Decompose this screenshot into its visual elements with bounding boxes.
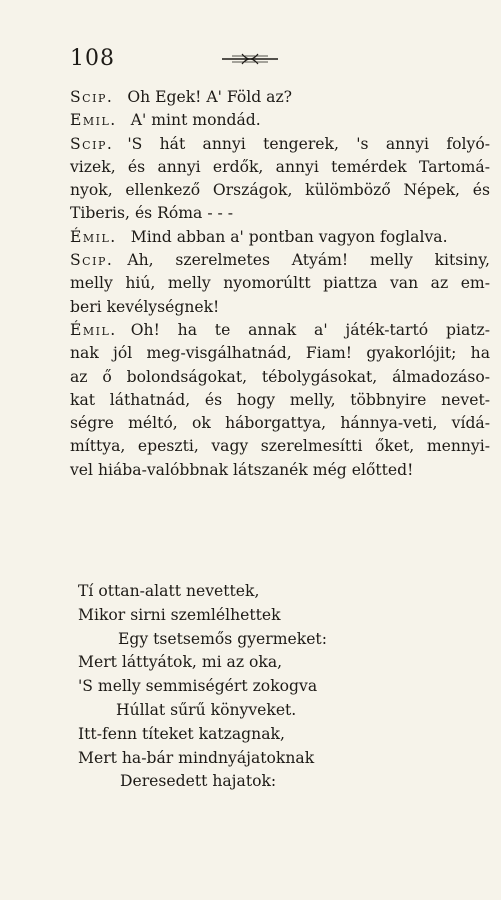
- verse-line: 'S melly semmiségért zokogva: [78, 677, 318, 696]
- speaker-name: Emil.: [70, 111, 117, 130]
- ornament-icon: [220, 52, 280, 66]
- speech-text: Tiberis, és Róma - - -: [70, 204, 234, 223]
- dialogue-line: [70, 249, 490, 272]
- dialogue-line: [70, 109, 490, 132]
- speaker-name: Émil.: [70, 227, 117, 246]
- speech-text: az ő bolondságokat, tébolygásokat, álmadozáso-: [70, 367, 490, 386]
- verse-line: Deresedett hajatok:: [120, 772, 277, 791]
- speech-text: vizek, és annyi erdők, annyi temérdek Tartomá-: [70, 157, 490, 176]
- speaker-name: Scip.: [70, 134, 114, 153]
- speech-text: nak jól meg-visgálhatnád, Fiam! gyakorlójit; ha: [70, 344, 490, 363]
- speech-text: Ah, szerelmetes Atyám! melly kitsiny,: [127, 251, 490, 270]
- verse-line: Egy tsetsemős gyermeket:: [118, 629, 327, 648]
- speaker-name: Émil.: [70, 320, 117, 339]
- verse-line: Mert ha-bár mindnyájatoknak: [78, 748, 315, 767]
- verse-line: Itt-fenn títeket katzagnak,: [78, 724, 285, 743]
- dialogue-line: [70, 86, 490, 109]
- speech-text: Mind abban a' pontban vagyon foglalva.: [130, 227, 448, 246]
- verse-block: [70, 580, 490, 794]
- dialogue-block: [70, 86, 490, 482]
- speech-text: A' mint mondád.: [130, 111, 261, 130]
- speech-text: nyok, ellenkező Országok, külömböző Népek, és: [70, 181, 490, 200]
- speech-text: Oh! ha te annak a' játék-tartó piatz-: [130, 320, 490, 339]
- speech-text: 'S hát annyi tengerek, 's annyi folyó-: [127, 134, 490, 153]
- speech-text: beri kevélységnek!: [70, 297, 220, 316]
- verse-line: Mert láttyátok, mi az oka,: [78, 653, 283, 672]
- dialogue-line: [70, 319, 490, 342]
- speech-text: kat láthatnád, és hogy melly, többnyire nevet-: [70, 390, 490, 409]
- page-header: [70, 46, 490, 76]
- speaker-name: Scip.: [70, 251, 114, 270]
- speech-text: melly hiú, melly nyomorúltt piattza van az em-: [70, 274, 490, 293]
- speech-text: Oh Egek! A' Föld az?: [127, 88, 293, 106]
- speech-text: ségre méltó, ok háborgattya, hánnya-veti, vídá-: [70, 414, 490, 433]
- dialogue-line: [70, 133, 490, 156]
- verse-line: Húllat sűrű könyveket.: [116, 700, 297, 719]
- speech-text: vel hiába-valóbbnak látszanék még előtted!: [70, 460, 414, 479]
- verse-line: Tí ottan-alatt nevettek,: [78, 582, 260, 600]
- speech-text: míttya, epeszti, vagy szerelmesítti őket, mennyi-: [70, 437, 490, 456]
- page-number: 108: [70, 46, 115, 71]
- verse-line: Mikor sirni szemlélhettek: [78, 605, 281, 624]
- dialogue-line: [70, 226, 490, 249]
- speaker-name: Scip.: [70, 88, 114, 106]
